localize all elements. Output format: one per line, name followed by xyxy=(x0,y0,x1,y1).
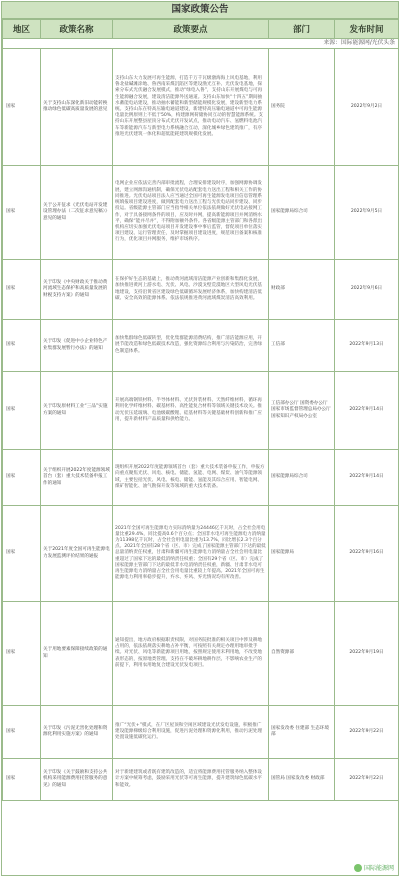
cell-region: 国家 xyxy=(3,166,41,260)
cell-points: 在保护好生态的基础上，推动黄河流域清洁能源产业创新和集群化发展，加快推进黄河上游水电、光伏、风电、沙漠戈壁荒漠地区大型风电光伏基地建设，支持沿黄省区建设绿色低碳循环发展经济体系，加快构建清洁低碳、安全高效的能源体系。依法依规推进黄河流域煤炭清洁高效利用。 xyxy=(113,260,269,320)
table-row xyxy=(3,372,399,450)
cell-points: 通知提出，地方政府根据职责权限，对国务院批准的相关项目中涉及耕地占用的，依法依规落实耕地占补平衡，可按照有关规定办理用地审批手续。对光伏、风电等新能源项目用地，按照规定使用未利用地，不改变地表形态的，按原地类管理。支持在不破坏耕地耕作层、不影响农业生产的前提下，利用农用地复合建设光伏发电项目。 xyxy=(113,602,269,706)
cell-date: 2022年9月14日 xyxy=(335,372,399,450)
table-row xyxy=(3,759,399,801)
cell-dept: 工信部办公厅 国资委办公厅 国家市场监督管理总局办公厅 国家知识产权局办公室 xyxy=(269,372,335,450)
cell-name: 关于印发原材料工业“三品”实施方案的通知 xyxy=(41,372,113,450)
table-row xyxy=(3,602,399,706)
policy-announcement-sheet xyxy=(1,1,399,876)
header-points: 政策要点 xyxy=(113,20,269,39)
header-name: 政策名称 xyxy=(41,20,113,39)
cell-region: 国家 xyxy=(3,372,41,450)
cell-region: 国家 xyxy=(3,450,41,506)
cell-points: 推广“光伏+”模式，在厂区屋顶和空闲区域建设光伏发电设施，积极推广建设能源梯级综合利用设施，促进污泥处理和资源化利用，推动污泥处理处置设施低碳化运行。 xyxy=(113,706,269,759)
cell-name: 关于支持山东深化新旧动能转换推动绿色低碳高质量发展的意见 xyxy=(41,49,113,166)
cell-dept: 国管局 国家发改委 财政部 xyxy=(269,759,335,801)
header-date: 发布时间 xyxy=(335,20,399,39)
cell-dept: 财政部 xyxy=(269,260,335,320)
cell-points: 现组织开展2022年度能源领域首台（套）重大技术装备申报工作，申报方向重点聚焦光伏、风电、核电、储能、氢能、电网、煤炭、油气等能源领域，主要包括光伏、风电、核电、储能、氢能及其综合应用、智能电网、煤矿智能化、油气勘探开发等领域的重大技术装备。 xyxy=(113,450,269,506)
cell-points: 电网企业应依法完善内部审批流程，合理安排建设时序，加强网源协调发展，建立网源沟通机制，确保光伏电站配套电力送出工程和相关工作的协同推进。光伏电站项目法人应当通过全国可再生能源发电项目信息管理系统填报项目建设进度，做到配套电力送出工程与光伏电站同步建设、同步投运。省级能源主管部门应当指导相关单位依法依规做好光伏电站接网工作，对于具备接网条件的项目，应及时并网，提高新能源项目并网消纳水平，确保“能并尽并”，不得附加额外条件。各省级能源主管部门和各派出机构应切实加强光伏电站项目开发建设事中事后监管，督促项目单位落实项目建设、运行管理责任，及时掌握项目建设进度，规范项目备案和核准行为，优化项目并网服务，维护市场秩序。 xyxy=(113,166,269,260)
table-row xyxy=(3,260,399,320)
cell-date: 2022年9月2日 xyxy=(335,49,399,166)
table-row xyxy=(3,706,399,759)
cell-date: 2022年9月19日 xyxy=(335,602,399,706)
header-region: 地区 xyxy=(3,20,41,39)
cell-date: 2022年9月6日 xyxy=(335,260,399,320)
cell-points: 对于新建建筑或者既有建筑改造的，适宜将能源费用托管服务纳入整体设计方案中统筹考虑，鼓励采用光伏等可再生能源，提升建筑绿色低碳水平和能效。 xyxy=(113,759,269,801)
cell-date: 2022年9月13日 xyxy=(335,320,399,372)
cell-date: 2022年9月22日 xyxy=(335,759,399,801)
cell-name: 关于印发《关于鼓励和支持公共机构采用能源费用托管服务的意见》的通知 xyxy=(41,759,113,801)
cell-dept: 国家发改委 住建部 生态环境部 xyxy=(269,706,335,759)
table-row xyxy=(3,49,399,166)
cell-date: 2022年9月14日 xyxy=(335,450,399,506)
cell-dept: 国务院 xyxy=(269,49,335,166)
cell-points: 加快集群绿色低碳转型，优化集群能源消费结构，推广清洁能源应用，开展节能改造和绿色低碳技术改造，强化资源综合利用与污染防治，完善绿色制造体系。 xyxy=(113,320,269,372)
cell-points: 2021年全国可再生能源电力实际消纳量为24446亿千瓦时，占全社会用电量比重29.4%，同比提高0.6个百分点；全国非水电可再生能源电力消纳量为11398亿千瓦时，占全社会用电量比重为13.7%，同比增长2.3个百分点。2021年全国有28个省（区、市）完成了国家能源主管部门下达的最低总量消纳责任权重，甘肃和新疆可再生能源电力消纳量占全社会用电量比重超过了国家下达的最低消纳责任权重；全国有29个省（区、市）完成了国家能源主管部门下达的最低非水电消纳责任权重，新疆、甘肃非水电可再生能源电力消纳量占全社会用电量比重较上年提高。2021年全国可再生能源电力利用率稳步提升，弃水、弃风、弃光情况均有所改善。 xyxy=(113,506,269,602)
watermark-logo xyxy=(354,863,394,872)
cell-dept: 国家能源局 xyxy=(269,506,335,602)
page-title: 国家政策公告 xyxy=(2,2,398,19)
cell-region: 国家 xyxy=(3,49,41,166)
cell-name: 关于印发《污泥无害化处理和资源化利用实施方案》的通知 xyxy=(41,706,113,759)
cell-region: 国家 xyxy=(3,602,41,706)
cell-region: 国家 xyxy=(3,320,41,372)
cell-date: 2022年9月5日 xyxy=(335,166,399,260)
source-row xyxy=(3,39,399,49)
cell-region: 国家 xyxy=(3,759,41,801)
policy-table xyxy=(2,19,399,801)
cell-dept: 国家能源局综合司 xyxy=(269,166,335,260)
cell-name: 关于用地要素保障接续政策的通知 xyxy=(41,602,113,706)
cell-date: 2022年9月16日 xyxy=(335,506,399,602)
cell-name: 关于印发《促进中小企业特色产业集群发展暂行办法》的通知 xyxy=(41,320,113,372)
table-row xyxy=(3,450,399,506)
cell-name: 关于2021年度全国可再生能源电力发展监测评价结果的通报 xyxy=(41,506,113,602)
cell-dept: 工信部 xyxy=(269,320,335,372)
cell-dept: 国家能源局综合司 xyxy=(269,450,335,506)
cell-name: 关于公开征求《光伏电站开发建设管理办法（二次征求意见稿）》意见的通知 xyxy=(41,166,113,260)
table-row xyxy=(3,320,399,372)
source-text: 来源：国际能源网/光伏头条 xyxy=(3,39,399,49)
cell-date: 2022年9月22日 xyxy=(335,706,399,759)
cell-region: 国家 xyxy=(3,706,41,759)
cell-dept: 自然资源部 xyxy=(269,602,335,706)
cell-points: 开展高端钢铁材料、半导体材料、光伏封装材料、天然纤维材料，循环再利用化学纤维材料、碳基材料、高性能复合材料等领域关键技术攻关。推动光伏压延玻璃、电池级碳酸锂、硅基材料等关键基础材料创新和推广应用，提升新材料产品质量和供给能力。 xyxy=(113,372,269,450)
cell-region: 国家 xyxy=(3,260,41,320)
cell-name: 关于印发《中央财政关于推动黄河流域生态保护和高质量发展的财税支持方案》的通知 xyxy=(41,260,113,320)
cell-name: 关于组织开展2022年度能源领域首台（套）重大技术装备申报工作的通知 xyxy=(41,450,113,506)
table-header-row xyxy=(3,20,399,39)
table-row xyxy=(3,506,399,602)
cell-region: 国家 xyxy=(3,506,41,602)
watermark-text: 国际能源网 xyxy=(363,865,394,872)
leaf-icon xyxy=(354,864,362,872)
table-row xyxy=(3,166,399,260)
header-dept: 部门 xyxy=(269,20,335,39)
cell-points: 支持山东大力发展可再生能源，打造千万千瓦级渤海海上风电基地，利用鲁北盐碱滩涂地、鲁西南采煤沉陷区等建设渔光互补、光伏发电基地，探索分布式光伏融合发展模式，推动“绿电入鲁”，支持山东开展煤电与可再生能源融合发展，建设清洁能源外送通道。支持山东加快“十四五”期间抽水蓄能电站建设，推动抽水蓄能和新型储能规模化发展，建设新型电力系统。支持山东在特高压输电通道建设，新建特高压输电通道中可再生能源电量比例原则上不低于50%，构建源网荷储协同互动的智慧能源系统。支持山东开展整县屋顶分布式光伏开发试点，推动电动汽车、氢燃料电池汽车等新能源汽车与新型电力系统融合互动，深化城乡绿色建筑推广，有序推进光伏建筑一体化和超低能耗建筑规模化发展。 xyxy=(113,49,269,166)
